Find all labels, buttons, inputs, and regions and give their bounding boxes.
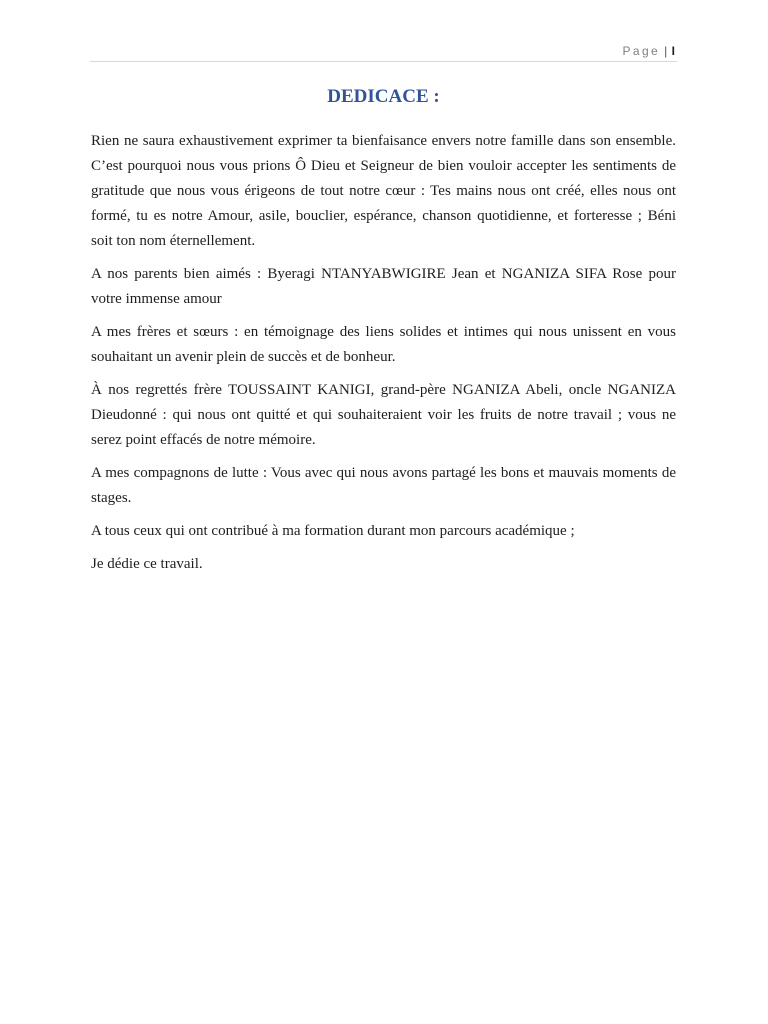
page-header xyxy=(90,44,677,62)
page-separator: | xyxy=(664,44,670,58)
paragraph-dedication-departed: À nos regrettés frère TOUSSAINT KANIGI, grand-père NGANIZA Abeli, oncle NGANIZA Dieudonné : qui nous ont quitté et qui souhaiteraient voir les fruits de notre travail ; vous ne serez point effacés de notre mémoire. xyxy=(91,382,676,448)
paragraph-dedication-companions: A mes compagnons de lutte : Vous avec qui nous avons partagé les bons et mauvais moments de stages. xyxy=(91,465,676,506)
paragraph-closing: Je dédie ce travail. xyxy=(91,556,203,572)
page-number: I xyxy=(671,44,675,58)
paragraph-dedication-parents: A nos parents bien aimés : Byeragi NTANYABWIGIRE Jean et NGANIZA SIFA Rose pour votre immense amour xyxy=(91,266,676,307)
paragraph-dedication-god: Rien ne saura exhaustivement exprimer ta bienfaisance envers notre famille dans son ensemble. C’est pourquoi nous vous prions Ô Dieu et Seigneur de bien vouloir accepter les sentiments de gratitude que nous vous érigeons de tout notre cœur : Tes mains nous ont créé, elles nous ont formé, tu es notre Amour, asile, bouclier, espérance, chanson quotidienne, et forteresse ; Béni soit ton nom éternellement. xyxy=(91,133,676,249)
paragraph-dedication-contributors: A tous ceux qui ont contribué à ma formation durant mon parcours académique ; xyxy=(91,523,575,539)
page-title: DEDICACE : xyxy=(327,86,440,107)
paragraph-dedication-siblings: A mes frères et sœurs : en témoignage des liens solides et intimes qui nous unissent en vous souhaitant un avenir plein de succès et de bonheur. xyxy=(91,324,676,365)
page-number-label xyxy=(622,44,675,58)
document-body xyxy=(91,129,676,585)
page-word: Page xyxy=(622,44,661,58)
